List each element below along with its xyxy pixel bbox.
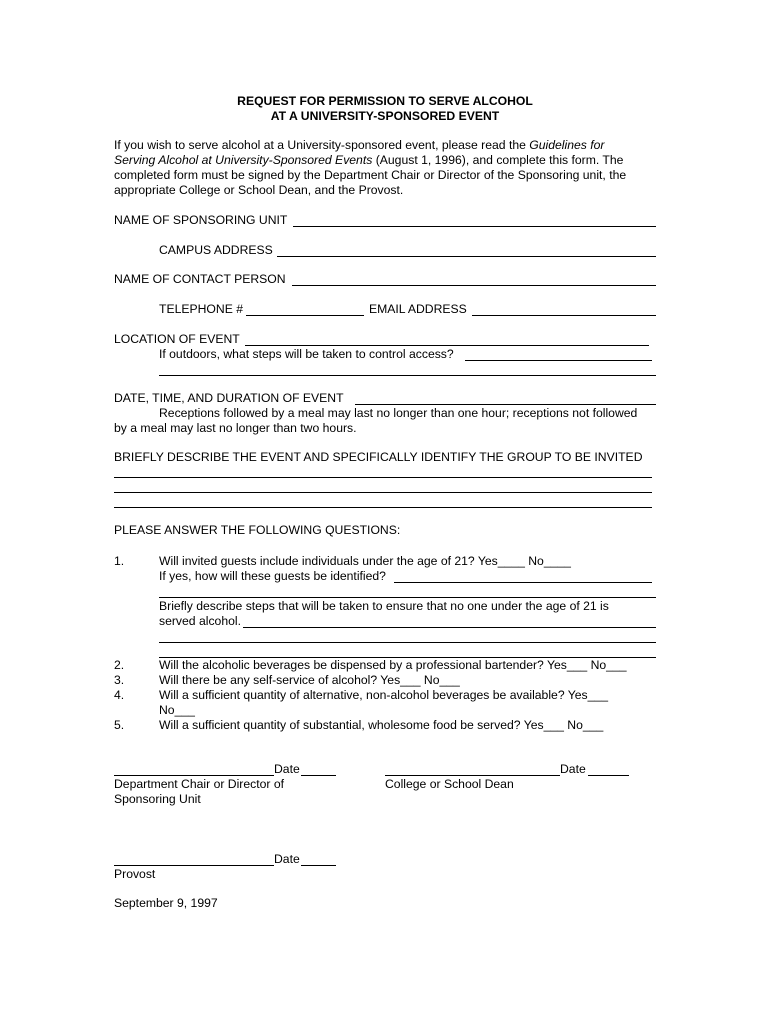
datetime-label: DATE, TIME, AND DURATION OF EVENT	[114, 391, 344, 405]
receptions-note-line-2: by a meal may last no longer than two hours.	[114, 421, 357, 435]
dean-signature-line[interactable]	[385, 775, 560, 776]
outdoors-question: If outdoors, what steps will be taken to control access?	[159, 347, 454, 361]
telephone-label: TELEPHONE #	[159, 302, 243, 316]
intro-line-1	[114, 138, 604, 153]
intro-line-2	[114, 153, 623, 168]
intro-line-3: completed form must be signed by the Department Chair or Director of the Sponsoring unit, the	[114, 168, 627, 182]
sponsoring-unit-field[interactable]	[293, 226, 656, 227]
question-5-text: Will a sufficient quantity of substantial, wholesome food be served? Yes___ No___	[159, 718, 604, 732]
form-revision-date: September 9, 1997	[114, 896, 218, 910]
dean-title: College or School Dean	[385, 777, 514, 791]
provost-signature-line[interactable]	[114, 865, 274, 866]
provost-title: Provost	[114, 867, 156, 881]
question-4-text-cont: No___	[159, 703, 195, 717]
contact-person-label: NAME OF CONTACT PERSON	[114, 272, 286, 286]
email-field[interactable]	[472, 315, 656, 316]
question-1-steps: Briefly describe steps that will be taken to ensure that no one under the age of 21 is	[159, 599, 609, 613]
email-label: EMAIL ADDRESS	[369, 302, 467, 316]
question-1-steps-field-2[interactable]	[159, 642, 656, 643]
question-number: 5.	[114, 718, 125, 732]
intro-text-cont: (August 1, 1996), and complete this form. The	[372, 153, 624, 167]
question-1-steps-field[interactable]	[243, 627, 656, 628]
guidelines-title: Guidelines for	[529, 138, 605, 152]
chair-title-line-2: Sponsoring Unit	[114, 792, 201, 806]
question-1-followup: If yes, how will these guests be identified?	[159, 569, 386, 583]
telephone-field[interactable]	[246, 315, 364, 316]
describe-event-field-3[interactable]	[114, 507, 652, 508]
location-field[interactable]	[245, 345, 649, 346]
chair-date-field[interactable]	[301, 775, 336, 776]
guidelines-title-cont: Serving Alcohol at University-Sponsored Events	[114, 153, 373, 167]
describe-event-field-2[interactable]	[114, 492, 652, 493]
dean-date-label: Date	[560, 762, 586, 776]
chair-signature-line[interactable]	[114, 775, 274, 776]
contact-person-field[interactable]	[292, 285, 656, 286]
question-4-text: Will a sufficient quantity of alternative, non-alcohol beverages be available? Yes___	[159, 688, 608, 702]
intro-text: If you wish to serve alcohol at a University-sponsored event, please read the	[114, 138, 530, 152]
question-3-text: Will there be any self-service of alcohol? Yes___ No___	[159, 673, 460, 687]
datetime-field[interactable]	[355, 404, 656, 405]
receptions-note-line-1: Receptions followed by a meal may last no longer than one hour; receptions not followed	[159, 406, 638, 420]
intro-line-4: appropriate College or School Dean, and the Provost.	[114, 183, 404, 197]
form-title-line-1: REQUEST FOR PERMISSION TO SERVE ALCOHOL	[237, 94, 533, 108]
chair-title-line-1: Department Chair or Director of	[114, 777, 285, 791]
sponsoring-unit-label: NAME OF SPONSORING UNIT	[114, 213, 288, 227]
provost-date-field[interactable]	[301, 865, 336, 866]
describe-event-label: BRIEFLY DESCRIBE THE EVENT AND SPECIFICALLY IDENTIFY THE GROUP TO BE INVITED	[114, 450, 643, 464]
outdoors-answer-field-2[interactable]	[159, 375, 656, 376]
question-1-id-field[interactable]	[394, 582, 652, 583]
question-2-text: Will the alcoholic beverages be dispensed by a professional bartender? Yes___ No___	[159, 658, 627, 672]
location-label: LOCATION OF EVENT	[114, 332, 240, 346]
provost-date-label: Date	[274, 852, 300, 866]
question-number: 1.	[114, 554, 125, 568]
dean-date-field[interactable]	[588, 775, 629, 776]
question-1-text: Will invited guests include individuals under the age of 21? Yes____ No____	[159, 554, 571, 568]
question-1-steps-cont: served alcohol.	[159, 614, 241, 628]
questions-heading: PLEASE ANSWER THE FOLLOWING QUESTIONS:	[114, 523, 401, 537]
question-number: 2.	[114, 658, 125, 672]
chair-date-label: Date	[274, 762, 300, 776]
question-1-id-field-2[interactable]	[159, 597, 656, 598]
campus-address-label: CAMPUS ADDRESS	[159, 243, 273, 257]
outdoors-answer-field[interactable]	[465, 360, 652, 361]
question-number: 3.	[114, 673, 125, 687]
describe-event-field-1[interactable]	[114, 477, 652, 478]
form-title-line-2: AT A UNIVERSITY-SPONSORED EVENT	[270, 109, 500, 123]
question-number: 4.	[114, 688, 125, 702]
campus-address-field[interactable]	[277, 256, 656, 257]
